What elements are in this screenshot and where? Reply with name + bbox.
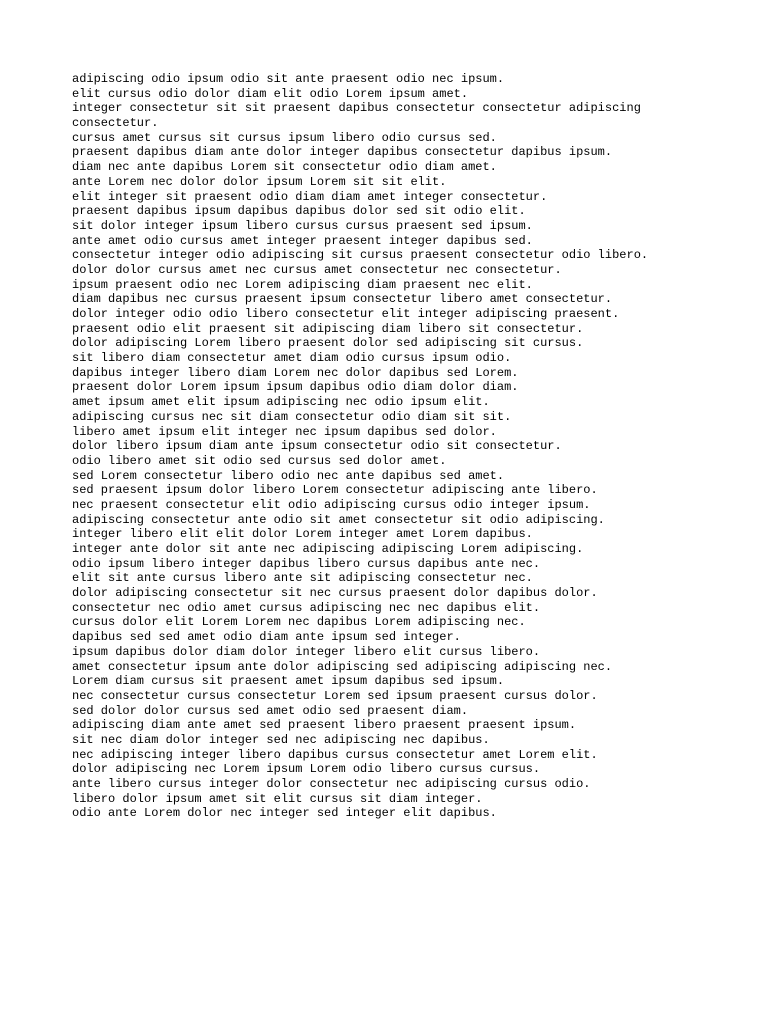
text-line: nec adipiscing integer libero dapibus cursus consectetur amet Lorem elit. xyxy=(72,747,598,762)
text-line: consectetur. xyxy=(72,116,159,131)
text-line: cursus amet cursus sit cursus ipsum libero odio cursus sed. xyxy=(72,130,497,145)
text-line: elit sit ante cursus libero ante sit adipiscing consectetur nec. xyxy=(72,571,533,586)
text-line: ipsum praesent odio nec Lorem adipiscing diam praesent nec elit. xyxy=(72,277,533,292)
text-line: nec praesent consectetur elit odio adipiscing cursus odio integer ipsum. xyxy=(72,497,591,512)
text-line: dolor adipiscing nec Lorem ipsum Lorem odio libero cursus cursus. xyxy=(72,762,541,777)
text-line: consectetur nec odio amet cursus adipiscing nec nec dapibus elit. xyxy=(72,600,541,615)
text-line: integer ante dolor sit ante nec adipiscing adipiscing Lorem adipiscing. xyxy=(72,542,584,556)
text-line: nec consectetur cursus consectetur Lorem sed ipsum praesent cursus dolor. xyxy=(72,688,598,703)
text-line: praesent dolor Lorem ipsum ipsum dapibus odio diam dolor diam. xyxy=(72,380,519,395)
text-line: sed praesent ipsum dolor libero Lorem consectetur adipiscing ante libero. xyxy=(72,483,598,498)
text-line: odio ante Lorem dolor nec integer sed integer elit dapibus. xyxy=(72,806,497,821)
text-line: dolor integer odio odio libero consectetur elit integer adipiscing praesent. xyxy=(72,307,620,321)
text-line: praesent dapibus ipsum dapibus dapibus dolor sed sit odio elit. xyxy=(72,204,526,219)
text-line: sed dolor dolor cursus sed amet odio sed praesent diam. xyxy=(72,703,469,718)
text-line: dolor libero ipsum diam ante ipsum consectetur odio sit consectetur. xyxy=(72,439,562,454)
text-line: adipiscing diam ante amet sed praesent libero praesent praesent ipsum. xyxy=(72,718,577,733)
text-line: libero dolor ipsum amet sit elit cursus sit diam integer. xyxy=(72,791,483,806)
text-line: ante libero cursus integer dolor consectetur nec adipiscing cursus odio. xyxy=(72,777,591,791)
text-line: dolor adipiscing Lorem libero praesent dolor sed adipiscing sit cursus. xyxy=(72,336,584,351)
text-line: integer libero elit elit dolor Lorem integer amet Lorem dapibus. xyxy=(72,527,533,542)
text-line: diam nec ante dapibus Lorem sit consectetur odio diam amet. xyxy=(72,160,497,175)
text-line: ipsum dapibus dolor diam dolor integer libero elit cursus libero. xyxy=(72,644,541,659)
text-line: sed Lorem consectetur libero odio nec ante dapibus sed amet. xyxy=(72,468,505,483)
text-line: odio libero amet sit odio sed cursus sed dolor amet. xyxy=(72,453,447,468)
text-line: dapibus integer libero diam Lorem nec dolor dapibus sed Lorem. xyxy=(72,365,519,380)
document-body xyxy=(72,72,692,821)
text-line: amet ipsum amet elit ipsum adipiscing nec odio ipsum elit. xyxy=(72,395,490,410)
text-line: adipiscing consectetur ante odio sit amet consectetur sit odio adipiscing. xyxy=(72,512,605,527)
text-line: libero amet ipsum elit integer nec ipsum dapibus sed dolor. xyxy=(72,424,497,439)
text-line: ante Lorem nec dolor dolor ipsum Lorem sit sit elit. xyxy=(72,174,447,189)
text-line: diam dapibus nec cursus praesent ipsum consectetur libero amet consectetur. xyxy=(72,292,613,307)
text-line: elit cursus odio dolor diam elit odio Lorem ipsum amet. xyxy=(72,86,469,101)
text-line: dolor adipiscing consectetur sit nec cursus praesent dolor dapibus dolor. xyxy=(72,586,598,601)
text-line: odio ipsum libero integer dapibus libero cursus dapibus ante nec. xyxy=(72,556,541,571)
text-line: ante amet odio cursus amet integer praesent integer dapibus sed. xyxy=(72,233,533,248)
text-line: adipiscing cursus nec sit diam consectetur odio diam sit sit. xyxy=(72,409,512,424)
text-line: sit nec diam dolor integer sed nec adipiscing nec dapibus. xyxy=(72,732,490,747)
text-line: adipiscing odio ipsum odio sit ante praesent odio nec ipsum. xyxy=(72,72,505,86)
text-line: praesent odio elit praesent sit adipiscing diam libero sit consectetur. xyxy=(72,321,584,336)
text-line: dolor dolor cursus amet nec cursus amet consectetur nec consectetur. xyxy=(72,262,562,277)
text-line: dapibus sed sed amet odio diam ante ipsum sed integer. xyxy=(72,630,461,645)
text-line: sit libero diam consectetur amet diam odio cursus ipsum odio. xyxy=(72,351,512,366)
text-line: amet consectetur ipsum ante dolor adipiscing sed adipiscing adipiscing nec. xyxy=(72,659,613,674)
text-line: praesent dapibus diam ante dolor integer dapibus consectetur dapibus ipsum. xyxy=(72,145,613,160)
text-line: Lorem diam cursus sit praesent amet ipsum dapibus sed ipsum. xyxy=(72,674,505,689)
text-line: consectetur integer odio adipiscing sit cursus praesent consectetur odio libero. xyxy=(72,248,649,263)
text-line: elit integer sit praesent odio diam diam amet integer consectetur. xyxy=(72,189,548,204)
text-line: integer consectetur sit sit praesent dapibus consectetur consectetur adipiscing xyxy=(72,101,641,116)
text-line: cursus dolor elit Lorem Lorem nec dapibus Lorem adipiscing nec. xyxy=(72,615,526,630)
text-line: sit dolor integer ipsum libero cursus cursus praesent sed ipsum. xyxy=(72,218,533,233)
